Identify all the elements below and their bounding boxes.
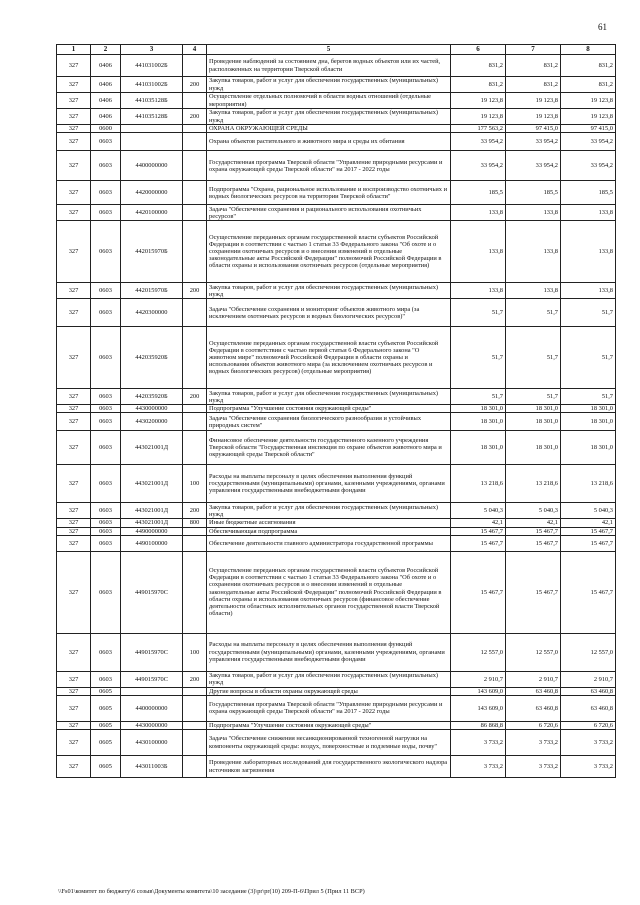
- row-code-ministry: 327: [57, 431, 91, 465]
- row-value-year-2: 18 301,0: [506, 431, 561, 465]
- row-description: Государственная программа Тверской области "Управление природными ресурсами и охрана окружающей среды Тверской области" на 2017 - 2022 годы: [207, 695, 451, 721]
- row-value-year-2: 19 123,8: [506, 93, 561, 109]
- row-value-year-2: 51,7: [506, 327, 561, 389]
- row-code-section: 0603: [91, 465, 121, 503]
- row-value-year-2: 33 954,2: [506, 133, 561, 151]
- table-row: [57, 730, 616, 756]
- row-description: Закупка товаров, работ и услуг для обеспечения государственных (муниципальных) нужд: [207, 503, 451, 519]
- row-code-target: 449015970С: [121, 671, 183, 687]
- row-description: Закупка товаров, работ и услуг для обеспечения государственных (муниципальных) нужд: [207, 77, 451, 93]
- row-description: Осуществление переданных органам государственной власти субъектов Российской Федерации в соответствии с частью 1 статьи 33 Федерального закона "Об охоте и о сохранении охотничьих ресурсов и о внесении изменений в отдельные законодательные акты Российской Федерации" полномочий Российской Федерации в области охраны и использования охотничьих ресурсов (финансовое обеспечение деятельности областных исполнительных органов государственной власти Тверской области): [207, 551, 451, 633]
- row-description: Обеспечение деятельности главного администратора государственной программы: [207, 535, 451, 551]
- row-code-ministry: 327: [57, 133, 91, 151]
- row-code-section: 0600: [91, 125, 121, 133]
- row-value-year-2: 15 467,7: [506, 527, 561, 535]
- column-header: 4: [183, 45, 207, 55]
- row-code-section: 0603: [91, 633, 121, 671]
- column-header: 3: [121, 45, 183, 55]
- column-header: 5: [207, 45, 451, 55]
- row-code-target: 4420000000: [121, 181, 183, 205]
- row-code-target: 4430000000: [121, 721, 183, 729]
- row-code-section: 0603: [91, 413, 121, 431]
- row-code-expense-type: [183, 221, 207, 283]
- row-value-year-1: 86 868,8: [451, 721, 506, 729]
- row-value-year-1: 5 040,3: [451, 503, 506, 519]
- row-code-expense-type: 100: [183, 633, 207, 671]
- row-code-target: 442035920Б: [121, 389, 183, 405]
- row-value-year-1: 143 609,0: [451, 687, 506, 695]
- row-code-ministry: 327: [57, 465, 91, 503]
- row-code-section: 0603: [91, 389, 121, 405]
- row-value-year-1: 51,7: [451, 389, 506, 405]
- row-description: Задача "Обеспечение сохранения и мониторинг объектов животного мира (за исключением охотничьих ресурсов и водных биологических ресурсов)": [207, 299, 451, 327]
- row-value-year-3: 97 415,0: [561, 125, 616, 133]
- row-code-target: 443011003Б: [121, 756, 183, 778]
- row-value-year-1: 15 467,7: [451, 535, 506, 551]
- row-code-expense-type: 200: [183, 109, 207, 125]
- row-code-section: 0603: [91, 551, 121, 633]
- row-code-section: 0603: [91, 503, 121, 519]
- row-code-expense-type: [183, 125, 207, 133]
- table-row: [57, 756, 616, 778]
- table-row: [57, 671, 616, 687]
- row-code-section: 0603: [91, 327, 121, 389]
- row-value-year-3: 18 301,0: [561, 431, 616, 465]
- row-code-expense-type: 200: [183, 77, 207, 93]
- row-description: Государственная программа Тверской области "Управление природными ресурсами и охрана окружающей среды Тверской области" на 2017 - 2022 годы: [207, 151, 451, 181]
- row-code-target: 441031002Б: [121, 77, 183, 93]
- row-code-ministry: 327: [57, 695, 91, 721]
- table-row: [57, 633, 616, 671]
- row-code-target: 4490100000: [121, 535, 183, 551]
- table-row: [57, 405, 616, 413]
- row-code-ministry: 327: [57, 721, 91, 729]
- row-code-expense-type: 800: [183, 519, 207, 527]
- row-value-year-3: 15 467,7: [561, 551, 616, 633]
- row-value-year-3: 33 954,2: [561, 151, 616, 181]
- row-code-expense-type: [183, 730, 207, 756]
- row-value-year-1: 133,8: [451, 221, 506, 283]
- table-row: [57, 221, 616, 283]
- budget-table: [56, 44, 616, 778]
- row-value-year-2: 51,7: [506, 389, 561, 405]
- row-code-expense-type: [183, 205, 207, 221]
- row-value-year-3: 51,7: [561, 327, 616, 389]
- table-row: [57, 413, 616, 431]
- column-header: 1: [57, 45, 91, 55]
- row-code-section: 0603: [91, 205, 121, 221]
- table-row: [57, 535, 616, 551]
- row-code-ministry: 327: [57, 299, 91, 327]
- row-code-section: 0603: [91, 151, 121, 181]
- row-code-expense-type: [183, 151, 207, 181]
- table-row: [57, 205, 616, 221]
- row-code-expense-type: 200: [183, 503, 207, 519]
- row-code-section: 0406: [91, 109, 121, 125]
- row-value-year-1: 18 301,0: [451, 431, 506, 465]
- row-value-year-1: 33 954,2: [451, 133, 506, 151]
- row-code-expense-type: [183, 181, 207, 205]
- table-row: [57, 109, 616, 125]
- row-code-expense-type: 200: [183, 389, 207, 405]
- row-code-expense-type: [183, 535, 207, 551]
- row-code-section: 0406: [91, 55, 121, 77]
- column-header: 6: [451, 45, 506, 55]
- row-value-year-3: 185,5: [561, 181, 616, 205]
- row-code-target: 441035128Б: [121, 93, 183, 109]
- row-value-year-2: 2 910,7: [506, 671, 561, 687]
- row-value-year-3: 6 720,6: [561, 721, 616, 729]
- row-code-ministry: 327: [57, 55, 91, 77]
- row-description: Проведение наблюдений за состоянием дна, берегов водных объектов или их частей, расположенных на территории Тверской области: [207, 55, 451, 77]
- row-code-expense-type: [183, 695, 207, 721]
- row-value-year-3: 13 218,6: [561, 465, 616, 503]
- table-row: [57, 133, 616, 151]
- table-row: [57, 283, 616, 299]
- row-code-target: [121, 125, 183, 133]
- row-code-target: 4430100000: [121, 730, 183, 756]
- row-value-year-2: 15 467,7: [506, 551, 561, 633]
- row-value-year-2: 185,5: [506, 181, 561, 205]
- row-code-ministry: 327: [57, 125, 91, 133]
- table-row: [57, 125, 616, 133]
- column-header: 7: [506, 45, 561, 55]
- row-code-expense-type: [183, 756, 207, 778]
- row-value-year-2: 831,2: [506, 77, 561, 93]
- row-value-year-1: 15 467,7: [451, 527, 506, 535]
- row-code-target: 443021001Д: [121, 465, 183, 503]
- row-code-section: 0603: [91, 405, 121, 413]
- table-row: [57, 151, 616, 181]
- row-value-year-3: 33 954,2: [561, 133, 616, 151]
- row-value-year-2: 3 733,2: [506, 756, 561, 778]
- row-code-section: 0605: [91, 730, 121, 756]
- row-value-year-3: 63 460,8: [561, 695, 616, 721]
- row-value-year-2: 133,8: [506, 205, 561, 221]
- row-value-year-1: 15 467,7: [451, 551, 506, 633]
- column-header: 8: [561, 45, 616, 55]
- row-code-target: 443021001Д: [121, 431, 183, 465]
- row-value-year-2: 97 415,0: [506, 125, 561, 133]
- row-value-year-2: 133,8: [506, 221, 561, 283]
- row-value-year-2: 33 954,2: [506, 151, 561, 181]
- row-value-year-1: 177 563,2: [451, 125, 506, 133]
- row-value-year-3: 18 301,0: [561, 413, 616, 431]
- row-code-section: 0603: [91, 431, 121, 465]
- table-row: [57, 519, 616, 527]
- row-value-year-1: 19 123,8: [451, 93, 506, 109]
- row-value-year-3: 3 733,2: [561, 730, 616, 756]
- row-code-ministry: 327: [57, 389, 91, 405]
- row-code-ministry: 327: [57, 77, 91, 93]
- row-code-section: 0605: [91, 695, 121, 721]
- row-code-target: [121, 687, 183, 695]
- row-code-section: 0605: [91, 687, 121, 695]
- row-code-expense-type: 200: [183, 671, 207, 687]
- row-code-ministry: 327: [57, 93, 91, 109]
- row-description: Охрана объектов растительного и животного мира и среды их обитания: [207, 133, 451, 151]
- row-value-year-3: 18 301,0: [561, 405, 616, 413]
- table-row: [57, 93, 616, 109]
- table-row: [57, 389, 616, 405]
- row-code-expense-type: [183, 327, 207, 389]
- file-path-footer: \\Fs01\комитет по бюджету\6 созыв\Документы комитета\10 заседание (3)\pr\pr(10) 209-П-6\Прил 5 (Прил 11 ВСР): [58, 888, 365, 895]
- row-code-target: [121, 133, 183, 151]
- table-row: [57, 695, 616, 721]
- table-row: [57, 55, 616, 77]
- row-code-ministry: 327: [57, 205, 91, 221]
- row-value-year-2: 3 733,2: [506, 730, 561, 756]
- row-description: Иные бюджетные ассигнования: [207, 519, 451, 527]
- row-value-year-1: 51,7: [451, 299, 506, 327]
- row-code-expense-type: [183, 133, 207, 151]
- row-value-year-1: 3 733,2: [451, 730, 506, 756]
- row-code-ministry: 327: [57, 405, 91, 413]
- row-code-target: 4490000000: [121, 527, 183, 535]
- row-code-section: 0603: [91, 671, 121, 687]
- row-value-year-1: 18 301,0: [451, 405, 506, 413]
- row-code-expense-type: [183, 687, 207, 695]
- row-value-year-1: 18 301,0: [451, 413, 506, 431]
- row-description: Закупка товаров, работ и услуг для обеспечения государственных (муниципальных) нужд: [207, 283, 451, 299]
- table-row: [57, 687, 616, 695]
- row-value-year-2: 63 460,8: [506, 695, 561, 721]
- row-description: Подпрограмма "Охрана, рациональное использование и воспроизводство охотничьих и водных биологических ресурсов на территории Тверской области": [207, 181, 451, 205]
- row-value-year-3: 15 467,7: [561, 527, 616, 535]
- row-value-year-1: 12 557,0: [451, 633, 506, 671]
- row-code-target: 4430200000: [121, 413, 183, 431]
- row-value-year-2: 12 557,0: [506, 633, 561, 671]
- row-value-year-1: 831,2: [451, 55, 506, 77]
- row-value-year-3: 133,8: [561, 205, 616, 221]
- row-value-year-3: 51,7: [561, 299, 616, 327]
- row-code-ministry: 327: [57, 109, 91, 125]
- row-code-ministry: 327: [57, 151, 91, 181]
- table-row: [57, 721, 616, 729]
- row-code-expense-type: [183, 431, 207, 465]
- row-code-section: 0406: [91, 77, 121, 93]
- column-header: 2: [91, 45, 121, 55]
- row-code-target: 442015970Б: [121, 221, 183, 283]
- table-row: [57, 551, 616, 633]
- row-value-year-3: 42,1: [561, 519, 616, 527]
- row-value-year-1: 133,8: [451, 283, 506, 299]
- row-value-year-3: 63 460,8: [561, 687, 616, 695]
- row-code-target: 442035920Б: [121, 327, 183, 389]
- row-description: Задача "Обеспечение сохранения биологического разнообразия и устойчивых природных систем": [207, 413, 451, 431]
- row-code-section: 0603: [91, 181, 121, 205]
- row-code-section: 0603: [91, 133, 121, 151]
- row-description: Осуществление переданных органам государственной власти субъектов Российской Федерации в соответствии с частью первой статьи 6 Федерального закона "О животном мире" полномочий Российской Федерации в области охраны и использования объектов животного мира (за исключением охотничьих ресурсов и водных биологических ресурсов) (отдельные мероприятия): [207, 327, 451, 389]
- row-description: Осуществление переданных органам государственной власти субъектов Российской Федерации в соответствии с частью 1 статьи 33 Федерального закона "Об охоте и о сохранении охотничьих ресурсов и о внесении изменений в отдельные законодательные акты Российской Федерации" полномочий Российской Федерации в области охраны и использования охотничьих ресурсов (отдельные мероприятия): [207, 221, 451, 283]
- row-description: Другие вопросы в области охраны окружающей среды: [207, 687, 451, 695]
- row-code-section: 0603: [91, 519, 121, 527]
- row-code-section: 0603: [91, 283, 121, 299]
- row-code-target: 441035128Б: [121, 109, 183, 125]
- row-code-target: 4400000000: [121, 151, 183, 181]
- row-value-year-2: 18 301,0: [506, 413, 561, 431]
- row-code-target: 443021001Д: [121, 519, 183, 527]
- row-code-section: 0603: [91, 527, 121, 535]
- row-description: Задача "Обеспечение снижения несанкционированной техногенной нагрузки на компоненты окружающей среды: воздух, поверхностные и подземные воды, почву": [207, 730, 451, 756]
- row-code-section: 0603: [91, 299, 121, 327]
- row-code-expense-type: [183, 413, 207, 431]
- row-value-year-3: 133,8: [561, 221, 616, 283]
- row-code-expense-type: [183, 527, 207, 535]
- row-description: Подпрограмма "Улучшение состояния окружающей среды": [207, 405, 451, 413]
- row-code-expense-type: [183, 405, 207, 413]
- row-value-year-1: 33 954,2: [451, 151, 506, 181]
- row-code-expense-type: 200: [183, 283, 207, 299]
- row-code-section: 0605: [91, 756, 121, 778]
- row-value-year-1: 3 733,2: [451, 756, 506, 778]
- row-value-year-3: 5 040,3: [561, 503, 616, 519]
- row-code-target: 4420100000: [121, 205, 183, 221]
- row-code-expense-type: [183, 55, 207, 77]
- row-description: Закупка товаров, работ и услуг для обеспечения государственных (муниципальных) нужд: [207, 109, 451, 125]
- table-row: [57, 465, 616, 503]
- row-value-year-1: 42,1: [451, 519, 506, 527]
- row-value-year-3: 2 910,7: [561, 671, 616, 687]
- row-description: Закупка товаров, работ и услуг для обеспечения государственных (муниципальных) нужд: [207, 389, 451, 405]
- table-body: [57, 55, 616, 778]
- row-code-section: 0605: [91, 721, 121, 729]
- row-value-year-3: 19 123,8: [561, 109, 616, 125]
- page-number: 61: [598, 22, 607, 32]
- row-code-expense-type: [183, 93, 207, 109]
- row-description: Проведение лабораторных исследований для государственного экологического надзора источников загрязнения: [207, 756, 451, 778]
- row-value-year-3: 831,2: [561, 55, 616, 77]
- row-value-year-1: 185,5: [451, 181, 506, 205]
- row-code-section: 0603: [91, 535, 121, 551]
- row-description: Закупка товаров, работ и услуг для обеспечения государственных (муниципальных) нужд: [207, 671, 451, 687]
- row-description: Расходы на выплаты персоналу в целях обеспечения выполнения функций государственными (муниципальными) органами, казенными учреждениями, органами управления государственными внебюджетными фондами: [207, 633, 451, 671]
- table-row: [57, 503, 616, 519]
- row-value-year-2: 133,8: [506, 283, 561, 299]
- row-description: ОХРАНА ОКРУЖАЮЩЕЙ СРЕДЫ: [207, 125, 451, 133]
- row-code-ministry: 327: [57, 551, 91, 633]
- row-code-ministry: 327: [57, 413, 91, 431]
- row-value-year-2: 63 460,8: [506, 687, 561, 695]
- row-value-year-3: 3 733,2: [561, 756, 616, 778]
- row-value-year-1: 831,2: [451, 77, 506, 93]
- row-value-year-2: 15 467,7: [506, 535, 561, 551]
- row-description: Расходы на выплаты персоналу в целях обеспечения выполнения функций государственными (муниципальными) органами, казенными учреждениями, органами управления государственными внебюджетными фондами: [207, 465, 451, 503]
- row-code-ministry: 327: [57, 671, 91, 687]
- row-description: Обеспечивающая подпрограмма: [207, 527, 451, 535]
- row-code-ministry: 327: [57, 519, 91, 527]
- row-code-expense-type: 100: [183, 465, 207, 503]
- table-row: [57, 431, 616, 465]
- row-code-target: 443021001Д: [121, 503, 183, 519]
- row-code-expense-type: [183, 299, 207, 327]
- row-value-year-2: 51,7: [506, 299, 561, 327]
- row-code-ministry: 327: [57, 687, 91, 695]
- table-row: [57, 77, 616, 93]
- row-code-ministry: 327: [57, 756, 91, 778]
- row-value-year-1: 13 218,6: [451, 465, 506, 503]
- row-code-ministry: 327: [57, 327, 91, 389]
- row-value-year-1: 19 123,8: [451, 109, 506, 125]
- table-row: [57, 181, 616, 205]
- row-value-year-2: 42,1: [506, 519, 561, 527]
- row-code-expense-type: [183, 721, 207, 729]
- row-code-ministry: 327: [57, 730, 91, 756]
- row-value-year-2: 13 218,6: [506, 465, 561, 503]
- row-value-year-3: 133,8: [561, 283, 616, 299]
- row-value-year-2: 18 301,0: [506, 405, 561, 413]
- row-value-year-3: 15 467,7: [561, 535, 616, 551]
- row-code-ministry: 327: [57, 283, 91, 299]
- row-code-target: 442015970Б: [121, 283, 183, 299]
- row-description: Финансовое обеспечение деятельности государственного казенного учреждения Тверской области "Государственная инспекция по охране объектов животного мира и окружающей среды Тверской области": [207, 431, 451, 465]
- row-value-year-1: 51,7: [451, 327, 506, 389]
- table-row: [57, 299, 616, 327]
- row-code-ministry: 327: [57, 527, 91, 535]
- row-code-ministry: 327: [57, 633, 91, 671]
- row-code-target: 449015970С: [121, 633, 183, 671]
- row-code-ministry: 327: [57, 221, 91, 283]
- row-code-ministry: 327: [57, 535, 91, 551]
- table-header-row: [57, 45, 616, 55]
- row-code-target: 441031002Б: [121, 55, 183, 77]
- row-value-year-3: 19 123,8: [561, 93, 616, 109]
- row-value-year-1: 133,8: [451, 205, 506, 221]
- row-value-year-2: 6 720,6: [506, 721, 561, 729]
- row-value-year-3: 831,2: [561, 77, 616, 93]
- row-code-section: 0406: [91, 93, 121, 109]
- row-code-target: 4420300000: [121, 299, 183, 327]
- row-description: Подпрограмма "Улучшение состояния окружающей среды": [207, 721, 451, 729]
- row-value-year-1: 143 609,0: [451, 695, 506, 721]
- row-value-year-3: 51,7: [561, 389, 616, 405]
- row-value-year-2: 19 123,8: [506, 109, 561, 125]
- row-code-ministry: 327: [57, 503, 91, 519]
- table-row: [57, 527, 616, 535]
- row-description: Задача "Обеспечение сохранения и рационального использования охотничьих ресурсов": [207, 205, 451, 221]
- row-code-target: 4430000000: [121, 405, 183, 413]
- row-code-target: 449015970С: [121, 551, 183, 633]
- row-code-section: 0603: [91, 221, 121, 283]
- row-code-expense-type: [183, 551, 207, 633]
- row-description: Осуществление отдельных полномочий в области водных отношений (отдельные мероприятия): [207, 93, 451, 109]
- row-value-year-2: 831,2: [506, 55, 561, 77]
- row-code-ministry: 327: [57, 181, 91, 205]
- row-value-year-3: 12 557,0: [561, 633, 616, 671]
- row-code-target: 4400000000: [121, 695, 183, 721]
- row-value-year-1: 2 910,7: [451, 671, 506, 687]
- row-value-year-2: 5 040,3: [506, 503, 561, 519]
- table-row: [57, 327, 616, 389]
